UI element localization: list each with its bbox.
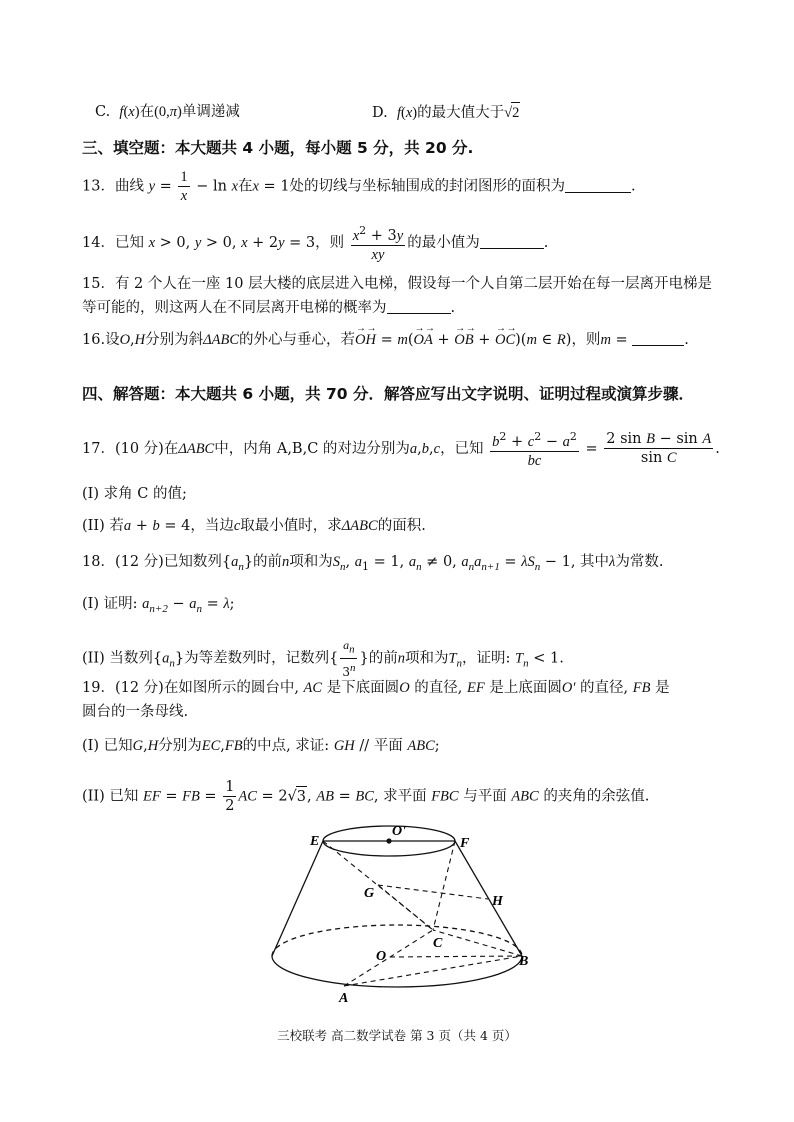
bottom-base-back-arc: [272, 925, 522, 956]
question-17: 17．(10 分)在ΔABC中，内角 A,B,C 的对边分别为a,b,c，已知 $\frac{b^2 + c^2 - a^2}{bc}$ = $\frac{\text{2 sin B − sin A}}{\text{sin C}}$ .: [82, 430, 720, 469]
question-19-part2: (II) 已知 EF = FB = $\frac{1}{2}$ AC = 2√3, AB = BC, 求平面 FBC 与平面 ABC 的夹角的余弦值.: [82, 779, 650, 814]
section3-title: 三、填空题：本大题共 4 小题，每小题 5 分，共 20 分.: [82, 139, 474, 157]
label-g: G: [364, 886, 375, 901]
answer-blank-13[interactable]: [565, 178, 631, 193]
right-generatrix-fb: [455, 841, 522, 956]
segment-ob: [390, 956, 522, 957]
question-18-part2: (II) 当数列$\{a_n\}$为等差数列时，记数列{ $\frac{a_n}{3^n}$ }的前n项和为$T_n$，证明: $T_n < 1$.: [82, 638, 564, 680]
question-15-line1: 15．有 2 个人在一座 10 层大楼的底层进入电梯，假设每一个人自第二层开始在每一层离开电梯是: [82, 276, 713, 292]
segment-ac: [344, 930, 433, 986]
label-a: A: [339, 991, 349, 1005]
question-15-line2: 等可能的，则这两人在不同层离开电梯的概率为 .: [82, 300, 456, 316]
frustum-figure: [250, 815, 550, 1005]
question-19-line2: 圆台的一条母线.: [82, 704, 189, 720]
question-19-line1: 19．(12 分)在如图所示的圆台中, AC 是下底面圆O 的直径, EF 是上底面圆O' 的直径, FB 是: [82, 680, 670, 696]
question-19-part1: (I) 已知G,H分别为EC,FB的中点, 求证: GH // 平面 ABC;: [82, 738, 440, 754]
question-16: 16.设O,H分别为斜ΔABC的外心与垂心，若O →H → = m(O →A → + O →B → + O →C →)(m ∈ R)，则m = .: [82, 330, 689, 350]
question-18-part1: (I) 证明: $a_{n+2} - a_n = \lambda$;: [82, 596, 235, 615]
segment-fc: [433, 841, 455, 930]
label-b: B: [519, 954, 529, 969]
label-e: E: [310, 834, 320, 849]
label-o-prime: O': [392, 824, 406, 839]
question-13: 13．曲线 y = $\frac{1}{x}$ − ln x在x = 1处的切线与坐标轴围成的封闭图形的面积为 .: [82, 169, 636, 204]
label-o: O: [376, 949, 387, 964]
answer-blank-14[interactable]: [480, 234, 544, 249]
label-c: C: [433, 936, 443, 951]
option-c: C. f(x)在(0,π)单调递减: [95, 104, 240, 120]
option-d-text: 的最大值大于: [417, 105, 505, 121]
question-17-part1: (I) 求角 C 的值;: [82, 486, 187, 502]
option-d: D. f(x)的最大值大于√2: [372, 102, 520, 123]
question-14: 14．已知 x > 0, y > 0, x + 2y = 3，则 $\frac{x^2 + 3y}{xy}$ 的最小值为 .: [82, 224, 549, 263]
option-d-label: D.: [372, 105, 388, 121]
option-c-text: 单调递减: [181, 104, 240, 120]
section4-title: 四、解答题：本大题共 6 小题，共 70 分．解答应写出文字说明、证明过程或演算步骤．: [82, 385, 694, 403]
question-18: 18．(12 分)已知数列$\{a_n\}$的前n项和为$S_n$, $a_1 = 1$, $a_n \ne 0$, $a_na_{n+1} = \lambda S_n - 1$, 其中λ为常数.: [82, 554, 664, 573]
page-footer: 三校联考 高二数学试卷 第 3 页（共 4 页）: [277, 1028, 517, 1043]
option-c-label: C.: [95, 104, 111, 120]
answer-blank-16[interactable]: [632, 331, 684, 346]
answer-blank-15[interactable]: [387, 299, 451, 314]
left-generatrix: [272, 841, 323, 956]
point-o-prime: [386, 838, 391, 843]
question-17-part2: (II) 若a + b = 4，当边c取最小值时，求ΔABC的面积.: [82, 518, 426, 534]
segment-gh: [378, 885, 488, 899]
label-f: F: [460, 836, 470, 851]
label-h: H: [492, 894, 503, 909]
bottom-base-front-arc: [272, 956, 522, 987]
segment-ab: [344, 956, 522, 986]
